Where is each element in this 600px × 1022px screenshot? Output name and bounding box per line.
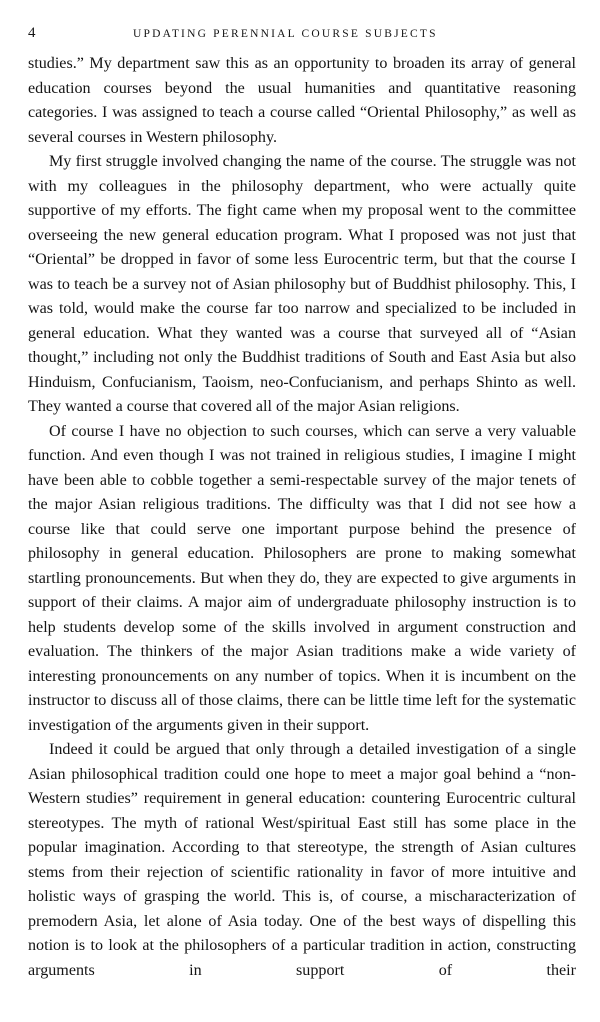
body-text — [28, 52, 576, 983]
paragraph-eurocentric-stereotypes: Indeed it could be argued that only through a detailed investigation of a single Asian philosophical tradition could one hope to meet a major goal behind a “non-Western studies” requirement in general education: countering Eurocentric cultural stereotypes. The myth of rational West/spiritual East still has some place in the popular imagination. According to that stereotype, the strength of Asian cultures stems from their rejection of scientific rationality in favor of more intuitive and holistic ways of grasping the world. This is, of course, a mischaracterization of premodern Asia, let alone of Asia today. One of the best ways of dispelling this notion is to look at the philosophers of a particular tradition in action, constructing arguments in support of their — [28, 741, 576, 979]
book-page — [28, 20, 576, 983]
paragraph-continuation: studies.” My department saw this as an opportunity to broaden its array of general education courses beyond the usual humanities and quantitative reasoning categories. I was assigned to teach a course called “Oriental Philosophy,” as well as several courses in Western philosophy. — [28, 55, 576, 146]
running-head — [28, 20, 576, 44]
paragraph-course-name-struggle: My first struggle involved changing the name of the course. The struggle was not with my colleagues in the philosophy department, who were actually quite supportive of my efforts. The fight came when my proposal went to the committee overseeing the new general education program. What I proposed was not just that “Oriental” be dropped in favor of some less Eurocentric term, but that the course I was to teach be a survey not of Asian philosophy but of Buddhist philosophy. This, I was told, would make the course far too narrow and specialized to be included in general education. What they wanted was a course that surveyed all of “Asian thought,” including not only the Buddhist traditions of South and East Asia but also Hinduism, Confucianism, Taoism, neo-Confucianism, and perhaps Shinto as well. They wanted a course that covered all of the major Asian religions. — [28, 153, 576, 415]
paragraph-survey-course-objection: Of course I have no objection to such courses, which can serve a very valuable function. And even though I was not trained in religious studies, I imagine I might have been able to cobble together a semi-respectable survey of the major tenets of the major Asian religious traditions. The difficulty was that I did not see how a course like that could serve one important purpose behind the presence of philosophy in general education. Philosophers are prone to making somewhat startling pronouncements. But when they do, they are expected to give arguments in support of their claims. A major aim of undergraduate philosophy instruction is to help students develop some of the skills involved in argument construction and evaluation. The thinkers of the major Asian traditions make a wide variety of interesting pronouncements on any number of topics. When it is incumbent on the instructor to discuss all of those claims, there can be little time left for the systematic investigation of the arguments given in their support. — [28, 422, 576, 734]
running-title: UPDATING PERENNIAL COURSE SUBJECTS — [133, 28, 438, 40]
page-number: 4 — [28, 25, 36, 41]
